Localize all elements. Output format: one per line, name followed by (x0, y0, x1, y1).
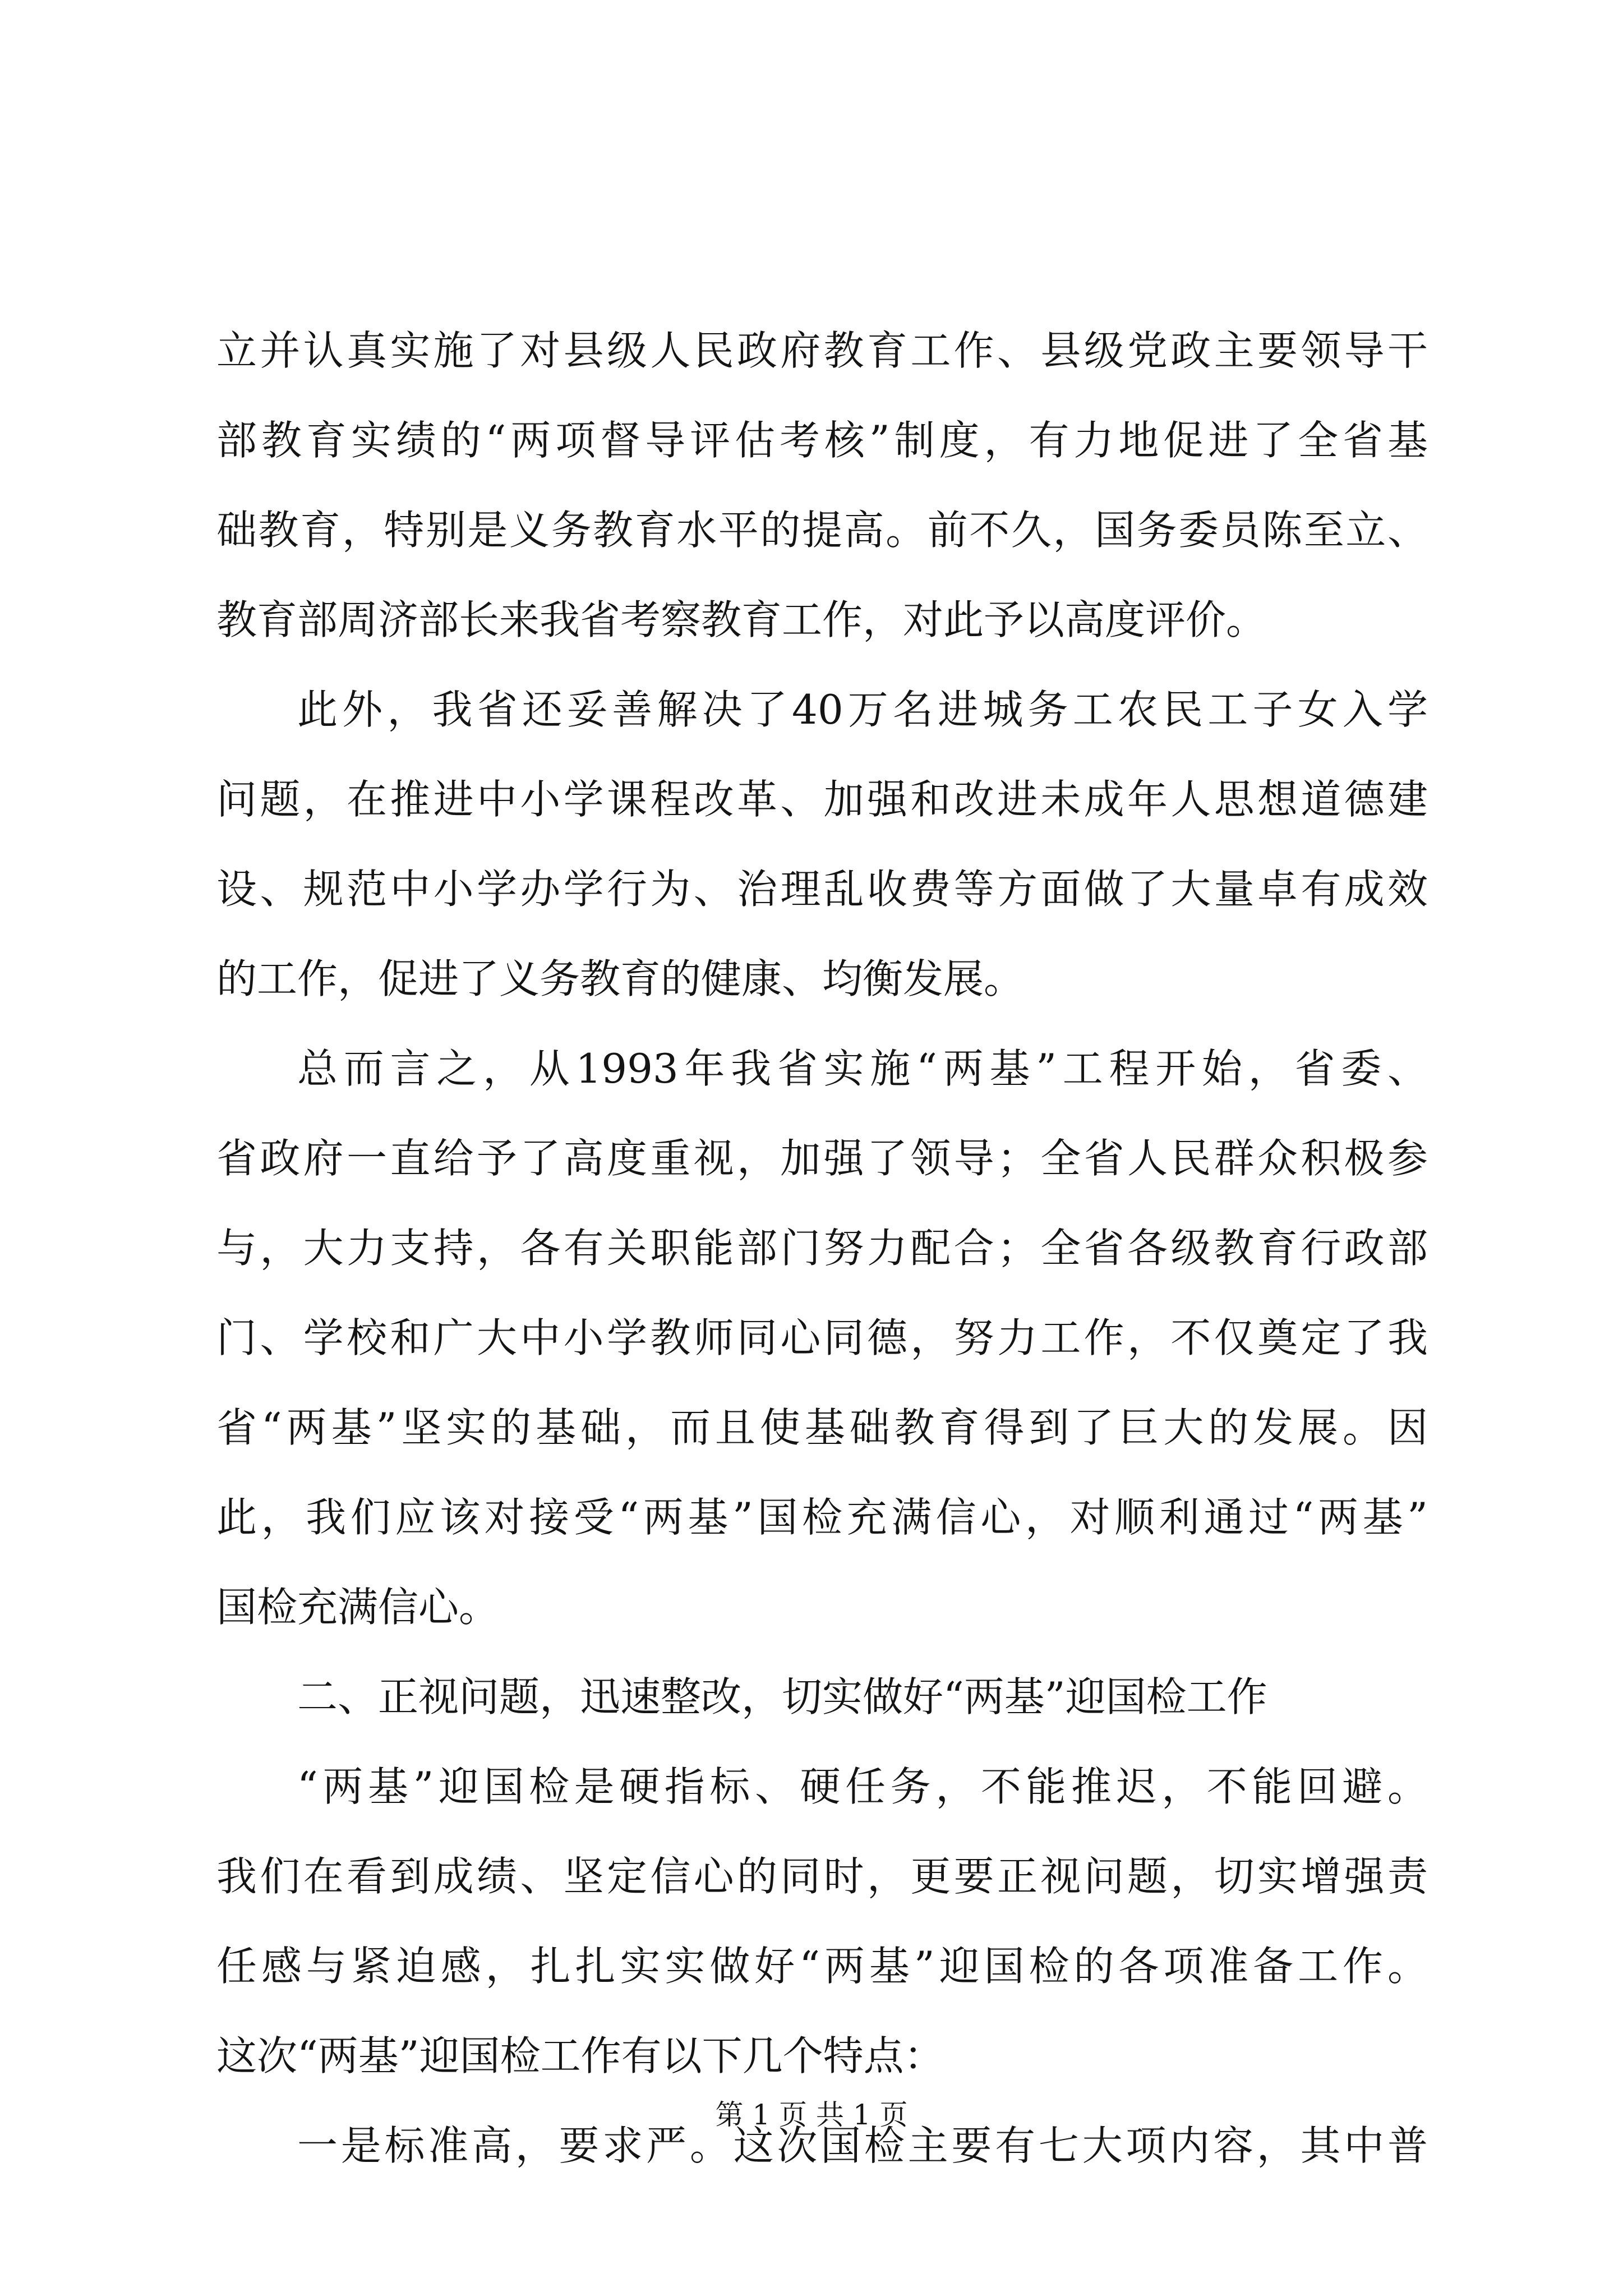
text-line: 础教育，特别是义务教育水平的提高。前不久，国务委员陈至立、 (216, 507, 1428, 554)
text-line: 部教育实绩的“两项督导评估考核”制度，有力地促进了全省基 (216, 417, 1428, 464)
text-line: 省“两基”坚实的基础，而且使基础教育得到了巨大的发展。因 (216, 1404, 1428, 1451)
text-line: 的工作，促进了义务教育的健康、均衡发展。 (216, 955, 1025, 1002)
body-text (216, 306, 1428, 2191)
text-line: 与，大力支持，各有关职能部门努力配合；全省各级教育行政部 (216, 1225, 1428, 1272)
text-line: 问题，在推进中小学课程改革、加强和改进未成年人思想道德建 (216, 776, 1428, 823)
text-line: 此外，我省还妥善解决了40万名进城务工农民工子女入学 (297, 686, 1428, 733)
text-line: 一是标准高，要求严。这次国检主要有七大项内容，其中普 (297, 2122, 1428, 2169)
text-line: 二、正视问题，迅速整改，切实做好“两基”迎国检工作 (297, 1673, 1267, 1720)
page-footer: 第 1 页 共 1 页 (715, 2099, 908, 2131)
text-line: 教育部周济部长来我省考察教育工作，对此予以高度评价。 (216, 596, 1267, 643)
text-line: “两基”迎国检是硬指标、硬任务，不能推迟，不能回避。 (297, 1763, 1428, 1810)
text-line: 立并认真实施了对县级人民政府教育工作、县级党政主要领导干 (216, 327, 1428, 374)
text-line: 门、学校和广大中小学教师同心同德，努力工作，不仅奠定了我 (216, 1314, 1428, 1361)
text-line: 此，我们应该对接受“两基”国检充满信心，对顺利通过“两基” (216, 1494, 1428, 1541)
text-line: 国检充满信心。 (216, 1584, 500, 1631)
text-line: 设、规范中小学办学行为、治理乱收费等方面做了大量卓有成效 (216, 866, 1428, 913)
text-line: 任感与紧迫感，扎扎实实做好“两基”迎国检的各项准备工作。 (216, 1943, 1428, 1990)
text-line: 总而言之，从1993年我省实施“两基”工程开始，省委、 (297, 1045, 1428, 1092)
text-line: 省政府一直给予了高度重视，加强了领导；全省人民群众积极参 (216, 1135, 1428, 1182)
text-line: 我们在看到成绩、坚定信心的同时，更要正视问题，切实增强责 (216, 1853, 1428, 1900)
text-line: 这次“两基”迎国检工作有以下几个特点： (216, 2032, 944, 2079)
